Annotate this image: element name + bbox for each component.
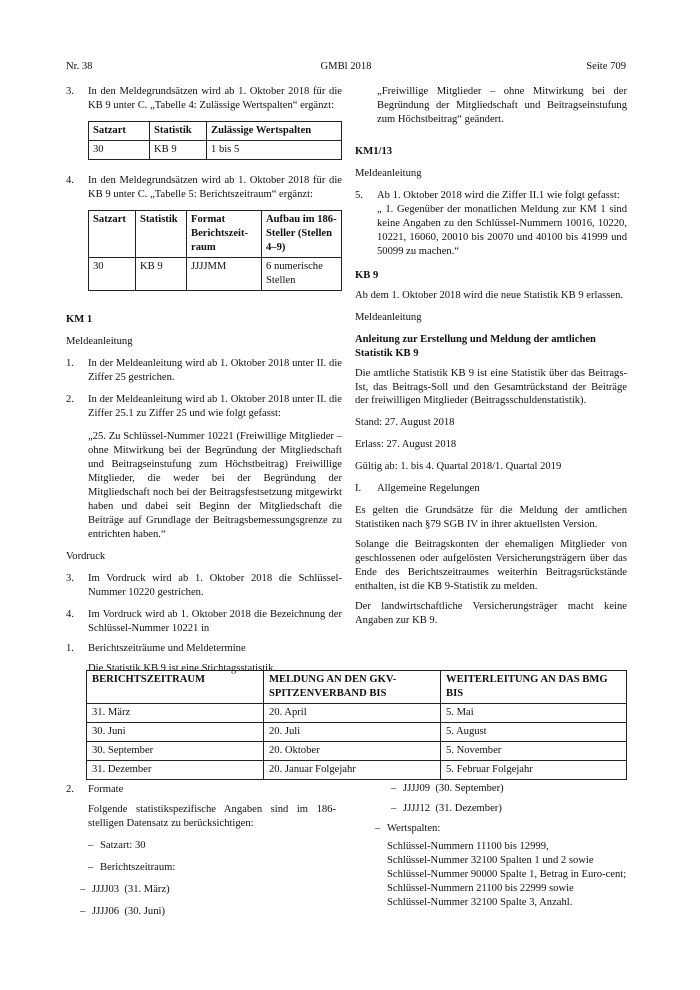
km1-quote: „25. Zu Schlüssel-Nummer 10221 (Freiwillige Mitglieder – ohne Mitwirkung bei der Begründung der Mitgliedschaft und Beitragseinstufung zum Höchstbeitrag) Freiwillige Mitglieder, die weder bei der Begründung der Mitgliedschaft noch bei der Beitragsfestsetzung mitgewirkt haben und dabei seit Beginn der Mitgliedschaft die Beiträge auf Grundlage der Beitragsbemessungsgrenze zu entrichten haben.“ — [88, 431, 342, 541]
table-cell: 6 numerische Stellen — [262, 257, 342, 290]
anleitung-text: Die amtliche Statistik KB 9 ist eine Statistik über das Beitrags-Ist, das Beitrags-Soll und den Gesamtrückstand der Beiträge der freiwilligen Mitglieder (Beitragsschuldenstatistik). — [355, 367, 627, 407]
right-column — [355, 85, 627, 628]
km1-item-2: 2. In der Meldeanleitung wird ab 1. Oktober 2018 unter II. die Ziffer 25.1 zu Ziffer 25 und wie folgt gefasst: — [66, 393, 342, 419]
anleitung-title: Anleitung zur Erstellung und Meldung der amtlichen Statistik KB 9 — [355, 333, 596, 359]
item-3: 3. In den Meldegrundsätzen wird ab 1. Oktober 2018 für die KB 9 unter C. „Tabelle 4: Zulässige Wertspalten“ ergänzt: — [66, 86, 342, 111]
paragraph: Der landwirtschaftliche Versicherungsträger macht keine Angaben zur KB 9. — [355, 601, 627, 627]
table-cell: KB 9 — [136, 257, 187, 290]
page-number: Seite 709 — [586, 61, 626, 72]
wertspalten-list: Schlüssel-Nummern 11100 bis 12999, Schlüssel-Nummer 32100 Spalten 1 und 2 sowie Schlüssel-Nummer 90000 Spalte 1, Betrag in Euro-cent; Schlüssel-Nummern 21100 bis 22999 sowie Schlüssel-Nummer 32100 Spalte 3, Anzahl. — [387, 840, 627, 908]
formate-intro: Folgende statistikspezifische Angaben sind im 186-stelligen Datensatz zu berücksichtigen: — [88, 803, 336, 829]
gueltig-date: Gültig ab: 1. bis 4. Quartal 2018/1. Quartal 2019 — [355, 461, 562, 473]
subheading: Meldeanleitung — [355, 167, 422, 179]
table-row: 31. März 20. April 5. Mai — [87, 703, 627, 722]
km1-heading: KM 1 — [66, 313, 93, 325]
table-header: BERICHTSZEITRAUM — [87, 671, 264, 704]
list-subitem: – JJJJ12 (31. Dezember) — [391, 802, 502, 814]
section-1-heading: 1. Berichtszeiträume und Meldetermine — [66, 643, 246, 655]
table-row: 31. Dezember 20. Januar Folgejahr 5. Februar Folgejahr — [87, 760, 627, 779]
table-header: Aufbau im 186-Steller (Stellen 4–9) — [262, 210, 342, 257]
table-header: Satzart — [89, 210, 136, 257]
section-2-heading: 2. Formate — [66, 784, 124, 795]
subheading: Meldeanleitung — [355, 311, 422, 323]
table-header: Statistik — [136, 210, 187, 257]
table-cell: 30 — [89, 257, 136, 290]
vordruck-item-3: 3. Im Vordruck wird ab 1. Oktober 2018 die Schlüssel-Nummer 10220 gestrichen. — [66, 573, 342, 599]
subheading: Meldeanleitung — [66, 335, 133, 347]
table-header: WEITERLEITUNG AN DAS BMG BIS — [441, 671, 627, 704]
km113-quote: „ 1. Gegenüber der monatlichen Meldung zur KM 1 sind keine Angaben zu den Schlüssel-Nummern 10016, 10220, 10221, 16060, 20010 bis 20070 und 40100 bis 41999 und 50099 zu machen.“ — [377, 203, 627, 257]
stand-date: Stand: 27. August 2018 — [355, 417, 455, 429]
table-header: Statistik — [150, 121, 207, 140]
list-subitem: – JJJJ06 (30. Juni) — [80, 905, 165, 917]
table-cell: JJJJMM — [187, 257, 262, 290]
subheading: Vordruck — [66, 551, 106, 563]
table-cell: KB 9 — [150, 140, 207, 159]
list-subitem: – JJJJ09 (30. September) — [391, 783, 504, 794]
item-4: 4. In den Meldegrundsätzen wird ab 1. Oktober 2018 für die KB 9 unter C. „Tabelle 5: Berichtszeitraum“ ergänzt: — [66, 174, 342, 200]
table-header: Format Berichtszeit-raum — [187, 210, 262, 257]
table-4-zulaessige-wertspalten — [88, 121, 342, 160]
paragraph: Es gelten die Grundsätze für die Meldung der amtlichen Statistiken nach §79 SGB IV in ihrer aktuellsten Version. — [355, 505, 627, 531]
table-5-berichtszeitraum — [88, 210, 342, 291]
km113-item-5: 5. Ab 1. Oktober 2018 wird die Ziffer II.1 wie folgt gefasst: — [355, 189, 620, 201]
vordruck-item-4: 4. Im Vordruck wird ab 1. Oktober 2018 die Bezeichnung der Schlüssel-Nummer 10221 in — [66, 609, 342, 635]
formate-section — [66, 783, 336, 919]
table-row: 30. Juni 20. Juli 5. August — [87, 722, 627, 741]
paragraph: Solange die Beitragskonten der ehemaligen Mitglieder von geschlossenen oder aufgelösten Versicherungsträgern über das Ende des Berichtszeitraumes weiterhin Beitragsrückstände enthalten, ist die KB 9-Statistik zu melden. — [355, 539, 627, 593]
issue-number: Nr. 38 — [66, 61, 93, 72]
table-header: Satzart — [89, 121, 150, 140]
page-header — [66, 60, 626, 74]
list-item: – Satzart: 30 — [88, 839, 146, 851]
table-cell: 30 — [89, 140, 150, 159]
publication-title: GMBl 2018 — [320, 61, 372, 72]
km113-heading: KM1/13 — [355, 145, 393, 157]
list-subitem: – JJJJ03 (31. März) — [80, 883, 170, 895]
list-item: – Wertspalten: — [375, 822, 441, 834]
table-header: MELDUNG AN DEN GKV-SPITZENVERBAND BIS — [264, 671, 441, 704]
table-header: Zulässige Wertspalten — [207, 121, 342, 140]
quote-continuation: „Freiwillige Mitglieder – ohne Mitwirkung bei der Begründung der Mitgliedschaft und Beitragseinstufung zum Höchstbeitrag“ geändert. — [377, 86, 627, 125]
left-column — [66, 85, 342, 676]
km1-item-1: 1. In der Meldeanleitung wird ab 1. Oktober 2018 unter II. die Ziffer 25 gestrichen. — [66, 357, 342, 383]
table-row: 30. September 20. Oktober 5. November — [87, 741, 627, 760]
berichtszeitraeume-table — [86, 670, 627, 780]
kb9-heading: KB 9 — [355, 269, 379, 281]
formate-continued — [355, 782, 627, 910]
erlass-date: Erlass: 27. August 2018 — [355, 439, 457, 451]
section-1-text: Die Statistik KB 9 ist eine Stichtagsstatistik. — [88, 663, 277, 675]
section-I-heading: I. Allgemeine Regelungen — [355, 483, 480, 495]
list-item: – Berichtszeitraum: — [88, 861, 176, 873]
table-cell: 1 bis 5 — [207, 140, 342, 159]
kb9-intro: Ab dem 1. Oktober 2018 wird die neue Statistik KB 9 erlassen. — [355, 289, 624, 301]
